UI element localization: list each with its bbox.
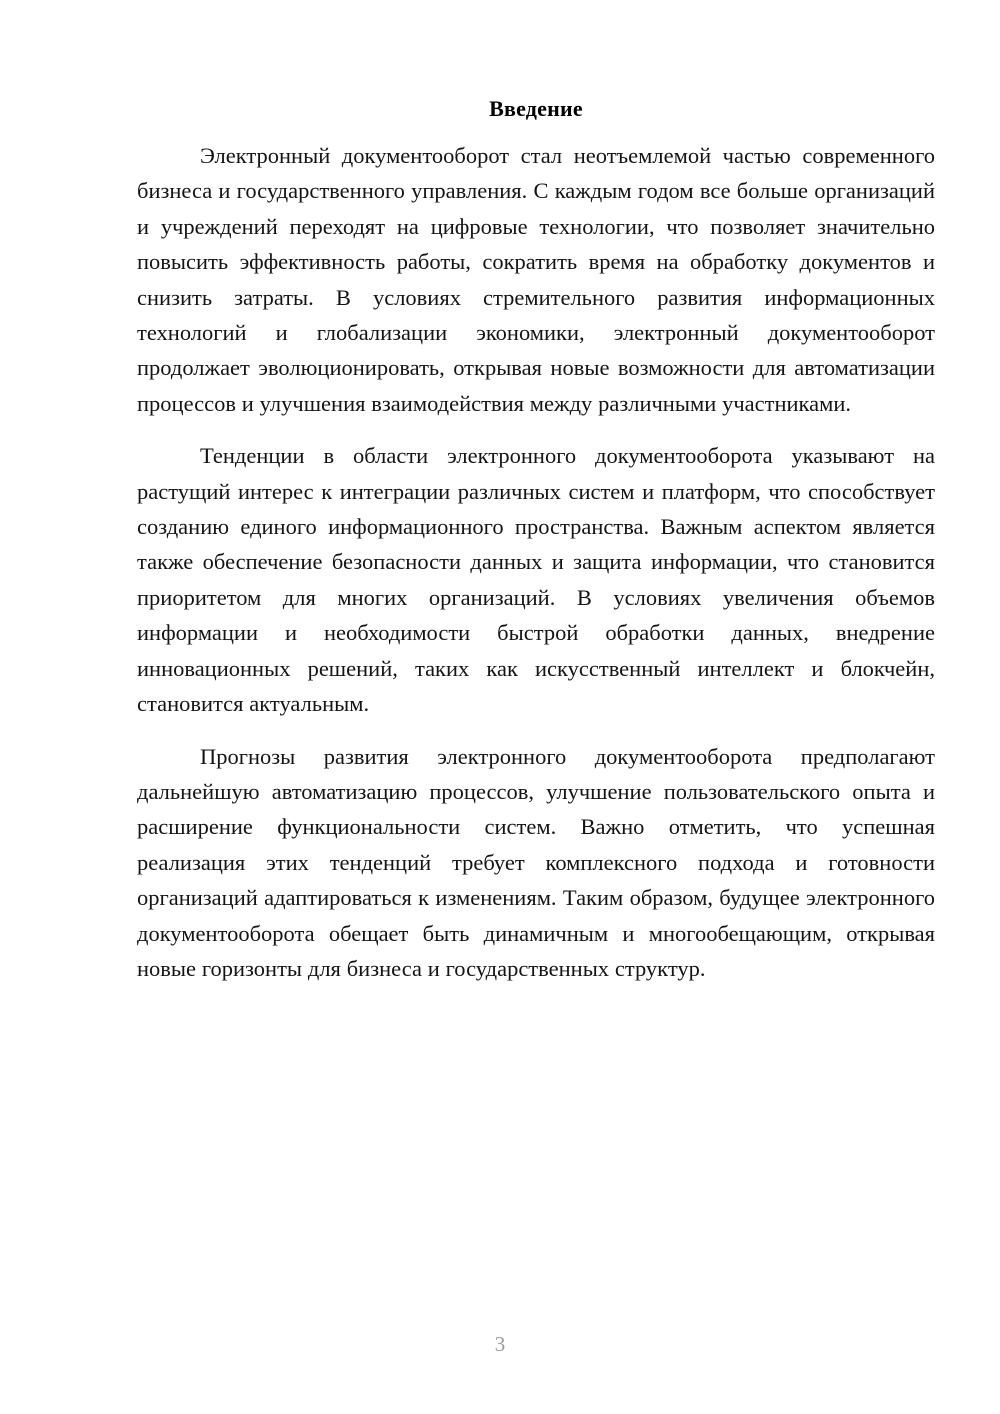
document-content [137,92,935,986]
body-paragraph-3: Прогнозы развития электронного документооборота предполагают дальнейшую автоматизацию процессов, улучшение пользовательского опыта и расширение функциональности систем. Важно отметить, что успешная реализация этих тенденций требует комплексного подхода и готовности организаций адаптироваться к изменениям. Таким образом, будущее электронного документооборота обещает быть динамичным и многообещающим, открывая новые горизонты для бизнеса и государственных структур. [137,743,935,981]
page-number: 3 [494,1332,506,1356]
body-paragraph-2: Тенденции в области электронного документооборота указывают на растущий интерес к интеграции различных систем и платформ, что способствует созданию единого информационного пространства. Важным аспектом является также обеспечение безопасности данных и защита информации, что становится приоритетом для многих организаций. В условиях увеличения объемов информации и необходимости быстрой обработки данных, внедрение инновационных решений, таких как искусственный интеллект и блокчейн, становится актуальным. [137,443,935,717]
body-paragraph-1: Электронный документооборот стал неотъемлемой частью современного бизнеса и государственного управления. С каждым годом все больше организаций и учреждений переходят на цифровые технологии, что позволяет значительно повысить эффективность работы, сократить время на обработку документов и снизить затраты. В условиях стремительного развития информационных технологий и глобализации экономики, электронный документооборот продолжает эволюционировать, открывая новые возможности для автоматизации процессов и улучшения взаимодействия между различными участниками. [137,143,935,416]
page-title: Введение [489,96,583,121]
